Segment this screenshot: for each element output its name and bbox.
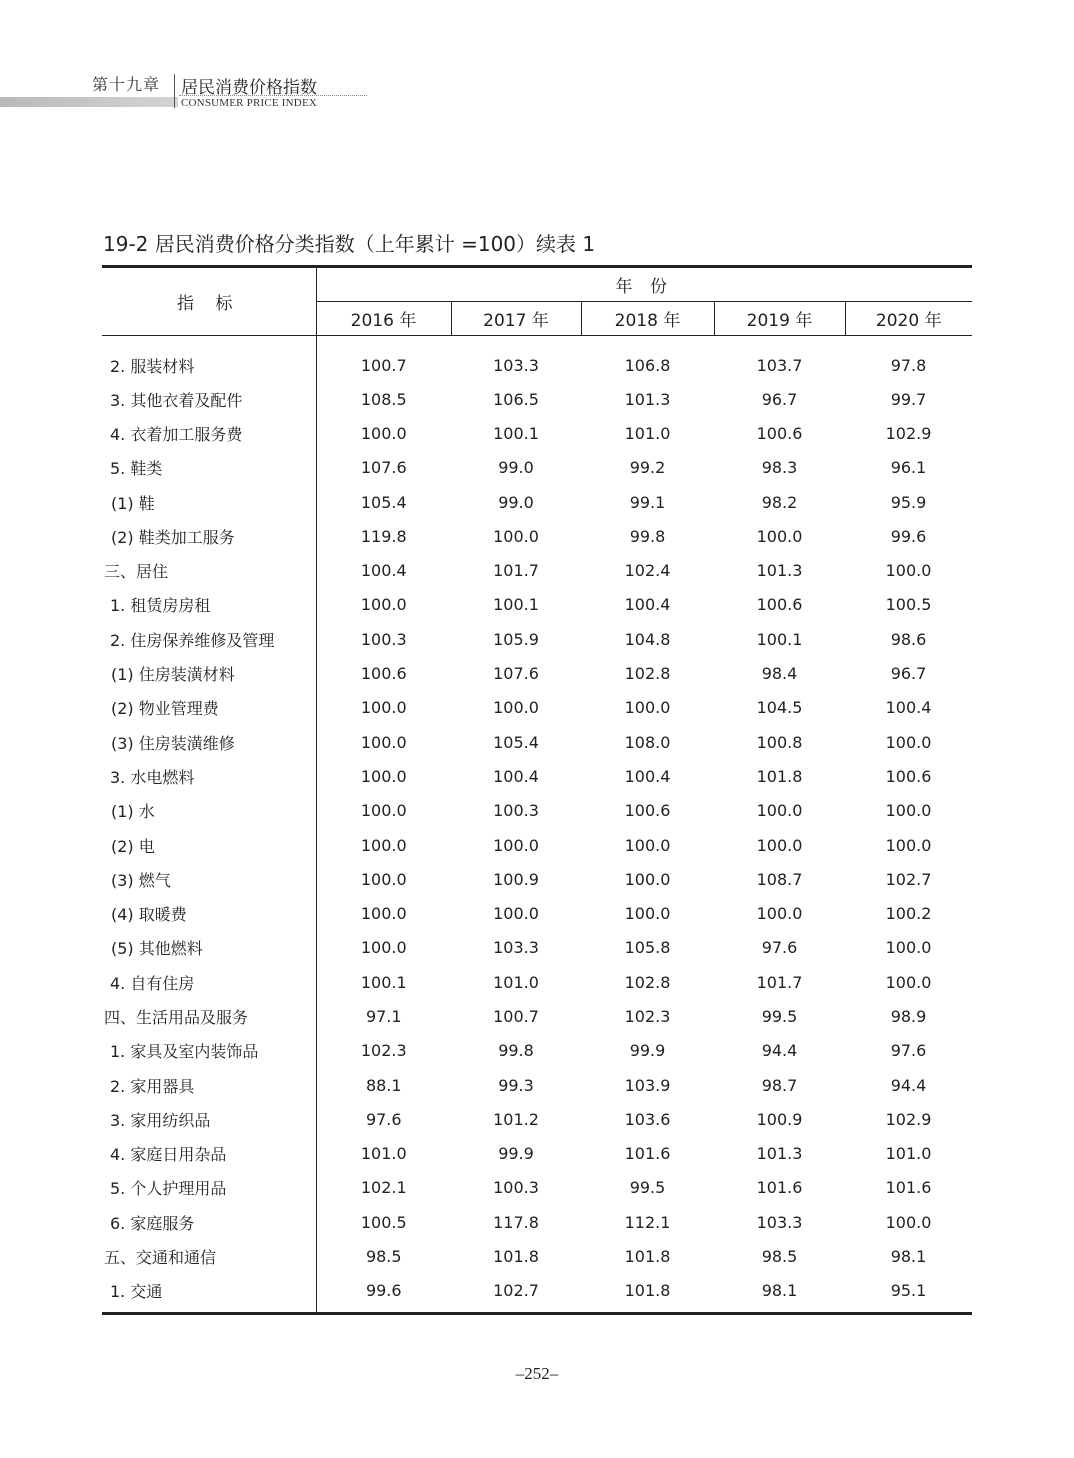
value-cell: 100.0 xyxy=(360,766,407,786)
value-cell: 100.0 xyxy=(885,561,932,581)
value-cell: 98.3 xyxy=(761,458,798,478)
value-cell: 101.8 xyxy=(493,1247,539,1267)
chapter-subtitle: CONSUMER PRICE INDEX xyxy=(181,97,318,109)
value-cell: 119.8 xyxy=(360,526,407,546)
value-cell: 101.3 xyxy=(624,389,671,409)
value-cell: 101.0 xyxy=(493,972,539,992)
row-label: 4. 家庭日用杂品 xyxy=(102,1137,316,1171)
value-cell: 105.8 xyxy=(624,938,671,958)
value-cell: 108.0 xyxy=(624,732,671,752)
row-label: 四、生活用品及服务 xyxy=(102,999,316,1033)
value-cell: 100.5 xyxy=(885,595,932,615)
row-label: 2. 家用器具 xyxy=(102,1068,316,1102)
table-row xyxy=(102,622,972,656)
value-cell: 101.6 xyxy=(756,1178,803,1198)
value-cell: 100.1 xyxy=(493,423,539,443)
year-header: 2016 年 xyxy=(316,302,451,336)
value-cell: 105.4 xyxy=(493,732,539,752)
value-cell: 99.7 xyxy=(890,389,927,409)
value-cell: 100.4 xyxy=(624,766,671,786)
row-label: 三、居住 xyxy=(102,553,316,587)
chapter-title: 居民消费价格指数 xyxy=(181,78,317,98)
label-column-header: 指 标 xyxy=(102,267,316,336)
value-cell: 98.7 xyxy=(761,1075,798,1095)
table-row xyxy=(102,828,972,862)
value-cell: 100.7 xyxy=(360,355,407,375)
value-cell: 100.2 xyxy=(885,904,932,924)
value-cell: 100.6 xyxy=(360,664,407,684)
value-cell: 98.5 xyxy=(761,1247,798,1267)
value-cell: 101.8 xyxy=(581,1274,714,1314)
value-cell: 100.0 xyxy=(756,801,803,821)
value-cell: 104.8 xyxy=(624,629,671,649)
table-row xyxy=(102,1205,972,1239)
header-divider xyxy=(174,74,175,108)
value-cell: 100.0 xyxy=(360,423,407,443)
value-cell: 100.7 xyxy=(493,1006,539,1026)
value-cell: 112.1 xyxy=(624,1212,671,1232)
table-row xyxy=(102,382,972,416)
row-label: 4. 衣着加工服务费 xyxy=(102,416,316,450)
row-label: 1. 交通 xyxy=(102,1274,316,1314)
row-label: (2) 鞋类加工服务 xyxy=(102,519,316,553)
value-cell: 100.0 xyxy=(360,835,407,855)
table-row xyxy=(102,1068,972,1102)
table-body xyxy=(102,336,972,1314)
value-cell: 99.9 xyxy=(629,1041,666,1061)
value-cell: 102.3 xyxy=(624,1006,671,1026)
table-row xyxy=(102,794,972,828)
value-cell: 108.5 xyxy=(360,389,407,409)
value-cell: 100.9 xyxy=(493,869,539,889)
value-cell: 100.0 xyxy=(624,698,671,718)
value-cell: 97.1 xyxy=(365,1006,402,1026)
value-cell: 100.0 xyxy=(624,835,671,855)
value-cell: 100.0 xyxy=(624,869,671,889)
table-row xyxy=(102,1137,972,1171)
value-cell: 100.0 xyxy=(360,801,407,821)
value-cell: 100.3 xyxy=(493,1178,539,1198)
value-cell: 99.0 xyxy=(498,458,534,478)
row-label: (1) 水 xyxy=(102,794,316,828)
page-number: –252– xyxy=(515,1364,559,1383)
value-cell: 88.1 xyxy=(365,1075,402,1095)
table-row xyxy=(102,999,972,1033)
value-cell: 102.8 xyxy=(624,972,671,992)
value-cell: 104.5 xyxy=(756,698,803,718)
value-cell: 100.4 xyxy=(624,595,671,615)
header-band xyxy=(0,97,178,107)
value-cell: 100.6 xyxy=(885,766,932,786)
value-cell: 102.1 xyxy=(360,1178,407,1198)
value-cell: 102.4 xyxy=(624,561,671,581)
data-table xyxy=(102,265,972,1315)
value-cell: 98.6 xyxy=(890,629,927,649)
value-cell: 98.5 xyxy=(365,1247,402,1267)
table-row xyxy=(102,588,972,622)
value-cell: 101.0 xyxy=(624,423,671,443)
value-cell: 100.0 xyxy=(885,801,932,821)
value-cell: 101.0 xyxy=(360,1144,407,1164)
value-cell: 100.0 xyxy=(493,904,539,924)
table-row xyxy=(102,725,972,759)
value-cell: 102.9 xyxy=(885,1109,932,1129)
value-cell: 100.1 xyxy=(360,972,407,992)
row-label: 3. 家用纺织品 xyxy=(102,1102,316,1136)
value-cell: 100.0 xyxy=(360,869,407,889)
value-cell: 108.7 xyxy=(756,869,803,889)
value-cell: 100.1 xyxy=(756,629,803,649)
table-row xyxy=(102,965,972,999)
value-cell: 100.6 xyxy=(624,801,671,821)
row-label: 3. 水电燃料 xyxy=(102,759,316,793)
value-cell: 100.3 xyxy=(493,801,539,821)
value-cell: 97.6 xyxy=(890,1041,927,1061)
value-cell: 103.9 xyxy=(624,1075,671,1095)
value-cell: 100.0 xyxy=(885,972,932,992)
value-cell: 99.1 xyxy=(629,492,666,512)
row-label: 1. 家具及室内装饰品 xyxy=(102,1034,316,1068)
value-cell: 102.9 xyxy=(885,423,932,443)
table-row xyxy=(102,656,972,690)
value-cell: 100.4 xyxy=(360,561,407,581)
row-label: (4) 取暖费 xyxy=(102,896,316,930)
table-row xyxy=(102,451,972,485)
value-cell: 101.7 xyxy=(756,972,803,992)
year-header: 2020 年 xyxy=(845,302,972,336)
value-cell: 101.6 xyxy=(885,1178,932,1198)
value-cell: 101.6 xyxy=(624,1144,671,1164)
value-cell: 100.0 xyxy=(493,526,539,546)
table-row xyxy=(102,485,972,519)
row-label: (3) 住房装潢维修 xyxy=(102,725,316,759)
table-row xyxy=(102,759,972,793)
value-cell: 99.6 xyxy=(890,526,927,546)
value-cell: 95.1 xyxy=(845,1274,972,1314)
value-cell: 99.0 xyxy=(498,492,534,512)
value-cell: 100.0 xyxy=(493,835,539,855)
year-header: 2019 年 xyxy=(714,302,845,336)
value-cell: 100.0 xyxy=(360,732,407,752)
value-cell: 103.3 xyxy=(493,355,539,375)
value-cell: 95.9 xyxy=(890,492,927,512)
row-label: (2) 电 xyxy=(102,828,316,862)
value-cell: 100.0 xyxy=(360,595,407,615)
value-cell: 98.4 xyxy=(761,664,798,684)
value-cell: 105.9 xyxy=(493,629,539,649)
value-cell: 103.7 xyxy=(756,355,803,375)
row-label: (3) 燃气 xyxy=(102,862,316,896)
value-cell: 100.0 xyxy=(360,904,407,924)
value-cell: 102.7 xyxy=(451,1274,581,1314)
value-cell: 99.3 xyxy=(498,1075,534,1095)
value-cell: 99.5 xyxy=(761,1006,798,1026)
table-row xyxy=(102,416,972,450)
value-cell: 100.0 xyxy=(493,698,539,718)
value-cell: 102.7 xyxy=(885,869,932,889)
row-label: 五、交通和通信 xyxy=(102,1239,316,1273)
value-cell: 96.1 xyxy=(890,458,927,478)
value-cell: 101.3 xyxy=(756,561,803,581)
table-row xyxy=(102,336,972,383)
value-cell: 100.6 xyxy=(756,423,803,443)
value-cell: 99.6 xyxy=(316,1274,451,1314)
table-row xyxy=(102,931,972,965)
value-cell: 107.6 xyxy=(360,458,407,478)
value-cell: 103.3 xyxy=(756,1212,803,1232)
year-header: 2018 年 xyxy=(581,302,714,336)
value-cell: 101.8 xyxy=(756,766,803,786)
value-cell: 99.8 xyxy=(629,526,666,546)
value-cell: 100.0 xyxy=(624,904,671,924)
value-cell: 103.3 xyxy=(493,938,539,958)
value-cell: 100.5 xyxy=(360,1212,407,1232)
value-cell: 98.1 xyxy=(890,1247,927,1267)
value-cell: 100.0 xyxy=(885,938,932,958)
value-cell: 99.2 xyxy=(629,458,666,478)
value-cell: 101.8 xyxy=(624,1247,671,1267)
table-row xyxy=(102,1034,972,1068)
row-label: 2. 服装材料 xyxy=(102,336,316,383)
table-row xyxy=(102,1171,972,1205)
value-cell: 100.0 xyxy=(360,938,407,958)
table-row xyxy=(102,1274,972,1314)
value-cell: 106.8 xyxy=(624,355,671,375)
value-cell: 117.8 xyxy=(493,1212,539,1232)
value-cell: 100.6 xyxy=(756,595,803,615)
row-label: (1) 鞋 xyxy=(102,485,316,519)
value-cell: 97.8 xyxy=(890,355,927,375)
value-cell: 99.5 xyxy=(629,1178,666,1198)
value-cell: 100.4 xyxy=(493,766,539,786)
value-cell: 99.8 xyxy=(498,1041,534,1061)
value-cell: 107.6 xyxy=(493,664,539,684)
header-dotted-rule xyxy=(179,95,367,96)
value-cell: 101.3 xyxy=(756,1144,803,1164)
chapter-label: 第十九章 xyxy=(92,75,161,94)
value-cell: 94.4 xyxy=(761,1041,798,1061)
table-row xyxy=(102,691,972,725)
value-cell: 102.3 xyxy=(360,1041,407,1061)
value-cell: 100.3 xyxy=(360,629,407,649)
year-group-header: 年 份 xyxy=(316,267,972,302)
value-cell: 100.0 xyxy=(756,835,803,855)
value-cell: 102.8 xyxy=(624,664,671,684)
value-cell: 97.6 xyxy=(761,938,798,958)
row-label: (5) 其他燃料 xyxy=(102,931,316,965)
value-cell: 101.0 xyxy=(885,1144,932,1164)
data-table-container xyxy=(102,265,972,1315)
value-cell: 100.0 xyxy=(756,904,803,924)
value-cell: 98.9 xyxy=(890,1006,927,1026)
value-cell: 98.2 xyxy=(761,492,798,512)
value-cell: 100.0 xyxy=(885,732,932,752)
value-cell: 100.0 xyxy=(756,526,803,546)
value-cell: 97.6 xyxy=(365,1109,402,1129)
table-row xyxy=(102,553,972,587)
value-cell: 100.8 xyxy=(756,732,803,752)
value-cell: 101.2 xyxy=(493,1109,539,1129)
value-cell: 106.5 xyxy=(493,389,539,409)
value-cell: 101.7 xyxy=(493,561,539,581)
value-cell: 103.6 xyxy=(624,1109,671,1129)
row-label: (2) 物业管理费 xyxy=(102,691,316,725)
row-label: 3. 其他衣着及配件 xyxy=(102,382,316,416)
table-row xyxy=(102,519,972,553)
value-cell: 96.7 xyxy=(761,389,798,409)
table-title: 19-2 居民消费价格分类指数（上年累计 =100）续表 1 xyxy=(103,232,596,256)
row-label: 5. 鞋类 xyxy=(102,451,316,485)
year-header: 2017 年 xyxy=(451,302,581,336)
value-cell: 98.1 xyxy=(714,1274,845,1314)
value-cell: 100.0 xyxy=(885,835,932,855)
value-cell: 100.9 xyxy=(756,1109,803,1129)
row-label: 5. 个人护理用品 xyxy=(102,1171,316,1205)
table-row xyxy=(102,1102,972,1136)
value-cell: 96.7 xyxy=(890,664,927,684)
table-row xyxy=(102,896,972,930)
value-cell: 100.0 xyxy=(885,1212,932,1232)
row-label: (1) 住房装潢材料 xyxy=(102,656,316,690)
value-cell: 105.4 xyxy=(360,492,407,512)
table-row xyxy=(102,1239,972,1273)
value-cell: 94.4 xyxy=(890,1075,927,1095)
row-label: 1. 租赁房房租 xyxy=(102,588,316,622)
row-label: 2. 住房保养维修及管理 xyxy=(102,622,316,656)
value-cell: 100.1 xyxy=(493,595,539,615)
row-label: 6. 家庭服务 xyxy=(102,1205,316,1239)
value-cell: 100.0 xyxy=(360,698,407,718)
value-cell: 100.4 xyxy=(885,698,932,718)
value-cell: 99.9 xyxy=(498,1144,534,1164)
table-row xyxy=(102,862,972,896)
row-label: 4. 自有住房 xyxy=(102,965,316,999)
